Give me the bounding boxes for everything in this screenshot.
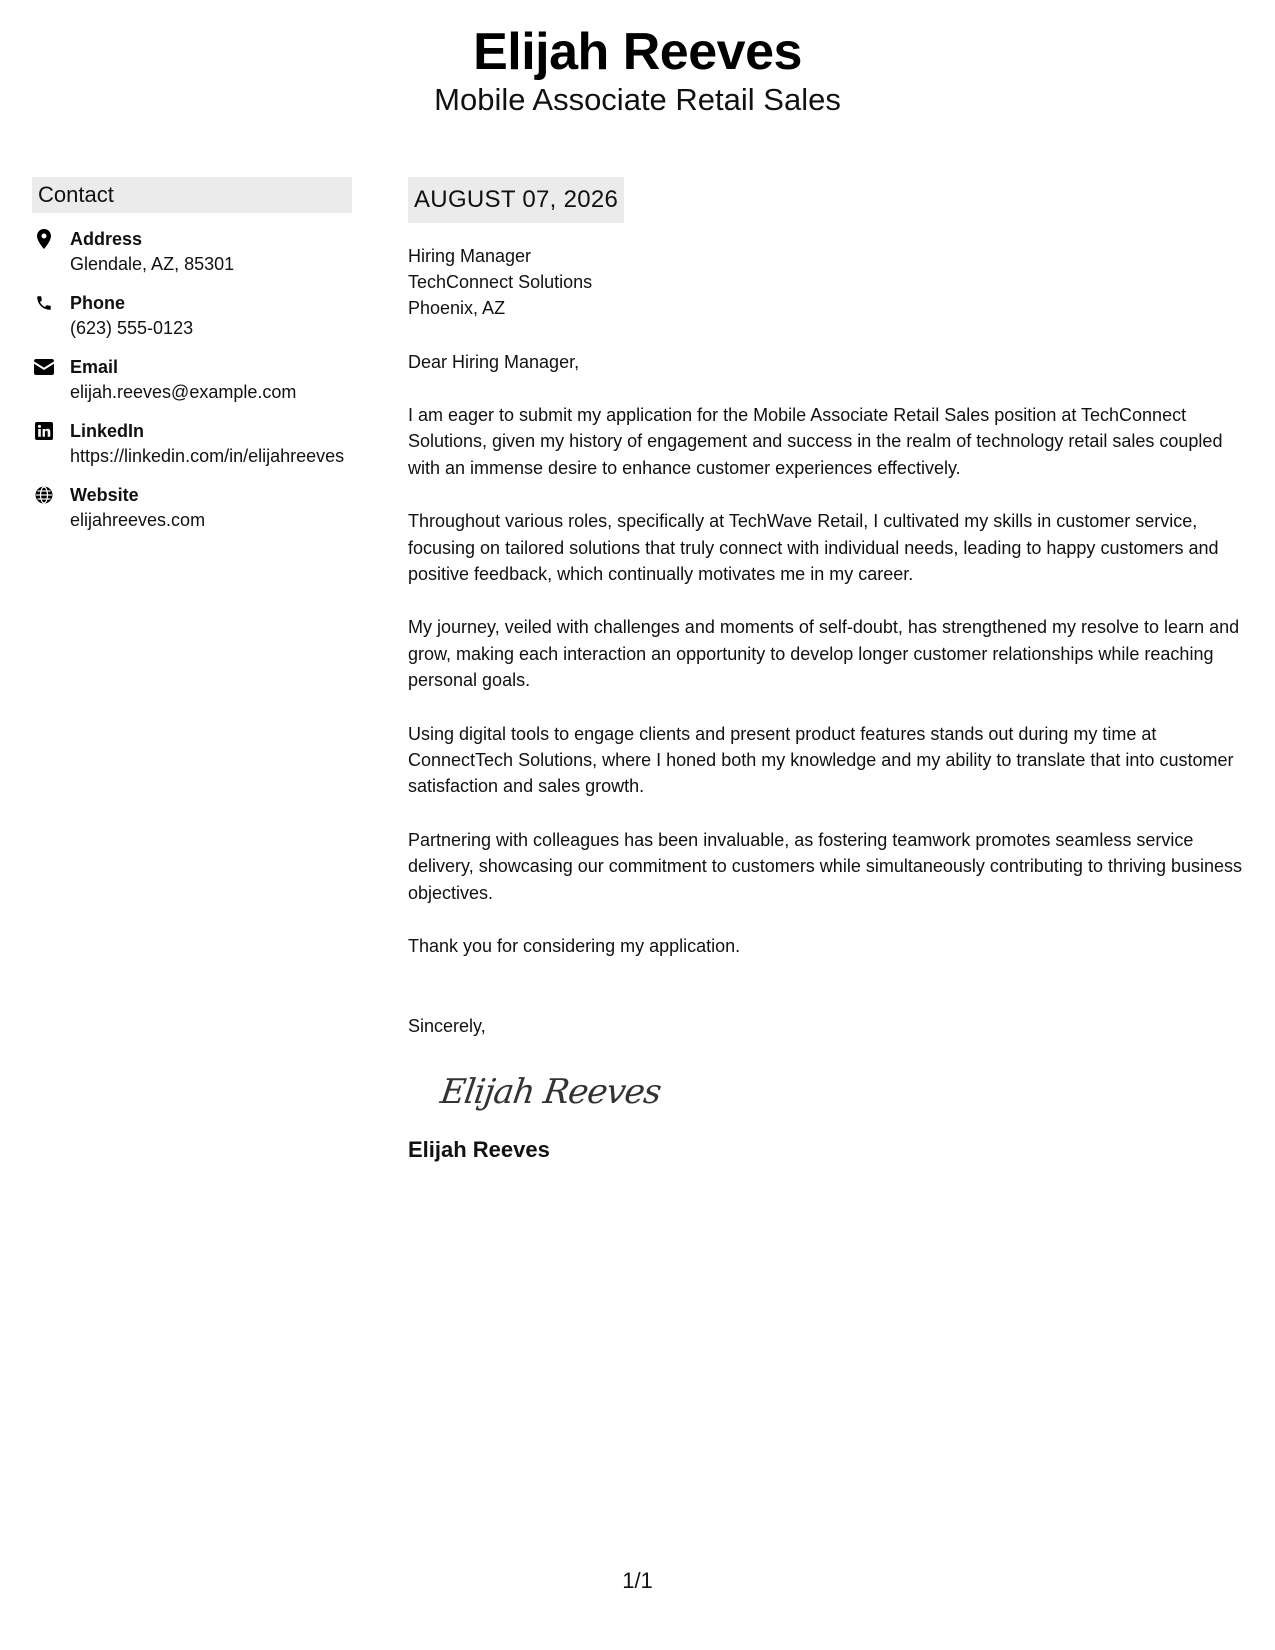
recipient-line: Phoenix, AZ bbox=[408, 298, 506, 318]
globe-icon bbox=[34, 485, 54, 505]
document-header bbox=[0, 22, 1275, 118]
recipient-line: TechConnect Solutions bbox=[408, 272, 593, 292]
linkedin-icon bbox=[34, 421, 54, 441]
greeting: Dear Hiring Manager, bbox=[408, 352, 580, 372]
page-number: 1/1 bbox=[622, 1568, 653, 1593]
paragraph: My journey, veiled with challenges and moments of self-doubt, has strengthened my resolve to learn and grow, making each interaction an opportunity to develop longer customer relationships while reaching personal goals. bbox=[408, 617, 1240, 691]
paragraph: Using digital tools to engage clients and present product features stands out during my time at ConnectTech Solutions, where I honed both my knowledge and my ability to translate that into customer satisfaction and sales growth. bbox=[408, 723, 1234, 797]
paragraph: I am eager to submit my application for the Mobile Associate Retail Sales position at TechConnect Solutions, given my history of engagement and success in the realm of technology retail sales coupled with an immense desire to enhance customer experiences effectively. bbox=[408, 405, 1223, 478]
contact-sidebar bbox=[32, 177, 352, 533]
contact-label: Email bbox=[70, 357, 119, 377]
paragraph: Thank you for considering my application. bbox=[408, 936, 741, 957]
phone-value: (623) 555-0123 bbox=[70, 318, 194, 338]
contact-email bbox=[32, 355, 352, 405]
website-value[interactable]: elijahreeves.com bbox=[70, 510, 206, 530]
contact-heading: Contact bbox=[32, 177, 352, 213]
contact-label: LinkedIn bbox=[70, 421, 145, 441]
contact-website bbox=[32, 483, 352, 533]
linkedin-value[interactable]: https://linkedin.com/in/elijahreeves bbox=[70, 446, 345, 466]
address-value: Glendale, AZ, 85301 bbox=[70, 254, 235, 274]
contact-label: Website bbox=[70, 485, 139, 505]
contact-label: Phone bbox=[70, 293, 126, 313]
recipient-block bbox=[408, 243, 1248, 321]
phone-icon bbox=[34, 293, 54, 313]
map-pin-icon bbox=[34, 229, 54, 249]
signer-name: Elijah Reeves bbox=[408, 1136, 550, 1162]
contact-label: Address bbox=[70, 229, 143, 249]
letter-date: AUGUST 07, 2026 bbox=[408, 177, 624, 223]
email-value[interactable]: elijah.reeves@example.com bbox=[70, 382, 297, 402]
paragraph: Partnering with colleagues has been invaluable, as fostering teamwork promotes seamless service delivery, showcasing our commitment to customers while simultaneously contributing to thriving business objectives. bbox=[408, 829, 1243, 903]
recipient-line: Hiring Manager bbox=[408, 246, 532, 266]
applicant-name: Elijah Reeves bbox=[473, 23, 802, 81]
handwritten-signature bbox=[437, 1069, 1248, 1119]
contact-linkedin bbox=[32, 419, 352, 469]
svg-text:Elijah Reeves: Elijah Reeves bbox=[437, 1071, 664, 1112]
paragraph: Throughout various roles, specifically at TechWave Retail, I cultivated my skills in customer service, focusing on tailored solutions that truly connect with individual needs, leading to happy customers and positive feedback, which continually motivates me in my career. bbox=[408, 511, 1219, 585]
envelope-icon bbox=[34, 357, 54, 377]
job-title: Mobile Associate Retail Sales bbox=[434, 82, 841, 117]
contact-phone bbox=[32, 291, 352, 341]
letter-body bbox=[408, 177, 1248, 1165]
contact-address bbox=[32, 227, 352, 277]
closing: Sincerely, bbox=[408, 1015, 486, 1036]
